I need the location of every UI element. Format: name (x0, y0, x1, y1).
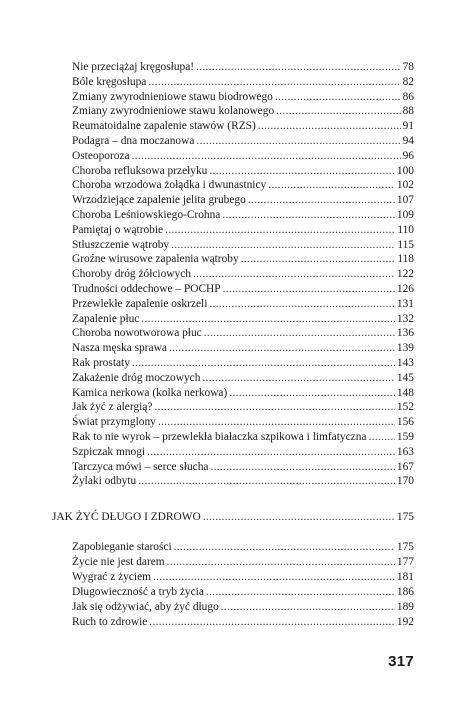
entry-page: 163 (396, 445, 414, 458)
entry-page: 109 (396, 209, 414, 221)
entry-page: 159 (396, 431, 414, 443)
entry-title: Choroby dróg żółciowych (72, 268, 191, 281)
entry-page: 86 (402, 90, 414, 103)
leader-dots (138, 472, 395, 490)
entry-title: Choroba nowotworowa płuc (72, 327, 202, 340)
entry-page: 152 (396, 401, 414, 414)
entry-page: 110 (397, 223, 414, 236)
entry-title: Trudności oddechowe – POCHP (72, 283, 221, 295)
entry-page: 115 (397, 238, 414, 251)
entry-title: Reumatoidalne zapalenie stawów (RZS) (72, 120, 256, 133)
entry-title: Rak to nie wyrok – przewlekła białaczka szpikowa i limfatyczna (72, 431, 367, 443)
entry-title: Jak żyć z alergią? (72, 401, 153, 414)
entry-title: Zmiany zwyrodnieniowe stawu biodrowego (72, 90, 273, 103)
entry-title: Szpiczak mnogi (72, 445, 146, 458)
entry-page: 177 (396, 556, 414, 568)
entry-title: Stłuszczenie wątroby (72, 238, 170, 251)
entry-page: 136 (396, 327, 414, 340)
entry-title: Nie przeciążaj kręgosłupa! (72, 61, 195, 73)
section-heading (52, 508, 414, 526)
entry-page: 94 (402, 135, 414, 147)
entry-title: Wygrać z życiem (72, 571, 151, 583)
entry-title: Choroba wrzodowa żołądka i dwunastnicy (72, 179, 267, 192)
entry-page: 192 (396, 616, 414, 628)
entry-title: Życie nie jest darem (72, 556, 165, 568)
toc-entry (72, 472, 414, 490)
entry-page: 100 (396, 164, 414, 177)
entry-title: Rak prostaty (72, 357, 130, 369)
entry-title: Zmiany zwyrodnieniowe stawu kolanowego (72, 105, 275, 118)
entry-page: 145 (396, 371, 414, 384)
entry-title: Przewlekłe zapalenie oskrzeli (72, 297, 208, 310)
entry-page: 156 (396, 416, 414, 429)
entry-page: 131 (396, 297, 414, 310)
entry-page: 82 (402, 75, 414, 88)
entry-page: 139 (396, 342, 414, 355)
entry-title: Groźne wirusowe zapalenia wątroby (72, 253, 239, 266)
entry-page: 96 (402, 149, 414, 162)
entry-page: 78 (402, 61, 414, 73)
entry-title: Wrzodziejące zapalenie jelita grubego (72, 194, 246, 207)
entry-title: Świat przymglony (72, 416, 156, 429)
entry-title: Zapobieganie starości (72, 541, 172, 553)
entry-title: Osteoporoza (72, 149, 130, 162)
entry-page: 107 (396, 194, 414, 207)
entry-page: 181 (396, 571, 414, 583)
entry-page: 102 (396, 179, 414, 192)
entry-title: Żylaki odbytu (72, 475, 137, 488)
entry-title: Ruch to zdrowie (72, 616, 148, 628)
page-number: 317 (388, 653, 414, 670)
entry-title: Choroba Leśniowskiego-Crohna (72, 209, 221, 221)
entry-title: Choroba refluksowa przełyku (72, 164, 208, 177)
entry-page: 175 (396, 541, 414, 553)
entry-page: 126 (396, 283, 414, 295)
entry-title: Zakażenie dróg moczowych (72, 371, 201, 384)
entry-page: 91 (402, 120, 414, 133)
toc-entry (72, 613, 414, 631)
leader-dots (149, 613, 395, 631)
entry-page: 143 (396, 357, 414, 369)
entry-page: 148 (396, 386, 414, 399)
entry-page: 186 (396, 586, 414, 598)
entry-title: Bóle kręgosłupa (72, 75, 147, 88)
section-page: 175 (396, 511, 414, 523)
section-title: JAK ŻYĆ DŁUGO I ZDROWO (52, 511, 201, 523)
entry-page: 167 (396, 460, 414, 473)
entry-title: Podagra – dna moczanowa (72, 135, 195, 147)
leader-dots (203, 508, 395, 526)
entry-page: 132 (396, 312, 414, 325)
entry-title: Pamiętaj o wątrobie (72, 223, 164, 236)
entry-title: Zapalenie płuc (72, 312, 140, 325)
entry-title: Nasza męska sprawa (72, 342, 167, 355)
entry-title: Kamica nerkowa (kolka nerkowa) (72, 386, 228, 399)
entry-page: 170 (396, 475, 414, 488)
entry-title: Tarczyca mówi – serce słucha (72, 460, 209, 473)
entry-page: 122 (396, 268, 414, 281)
entry-title: Jak się odżywiać, aby żyć długo (72, 601, 219, 613)
entry-page: 118 (397, 253, 414, 266)
entry-title: Długowieczność a tryb życia (72, 586, 204, 598)
entry-page: 88 (402, 105, 414, 118)
entry-page: 189 (396, 601, 414, 613)
